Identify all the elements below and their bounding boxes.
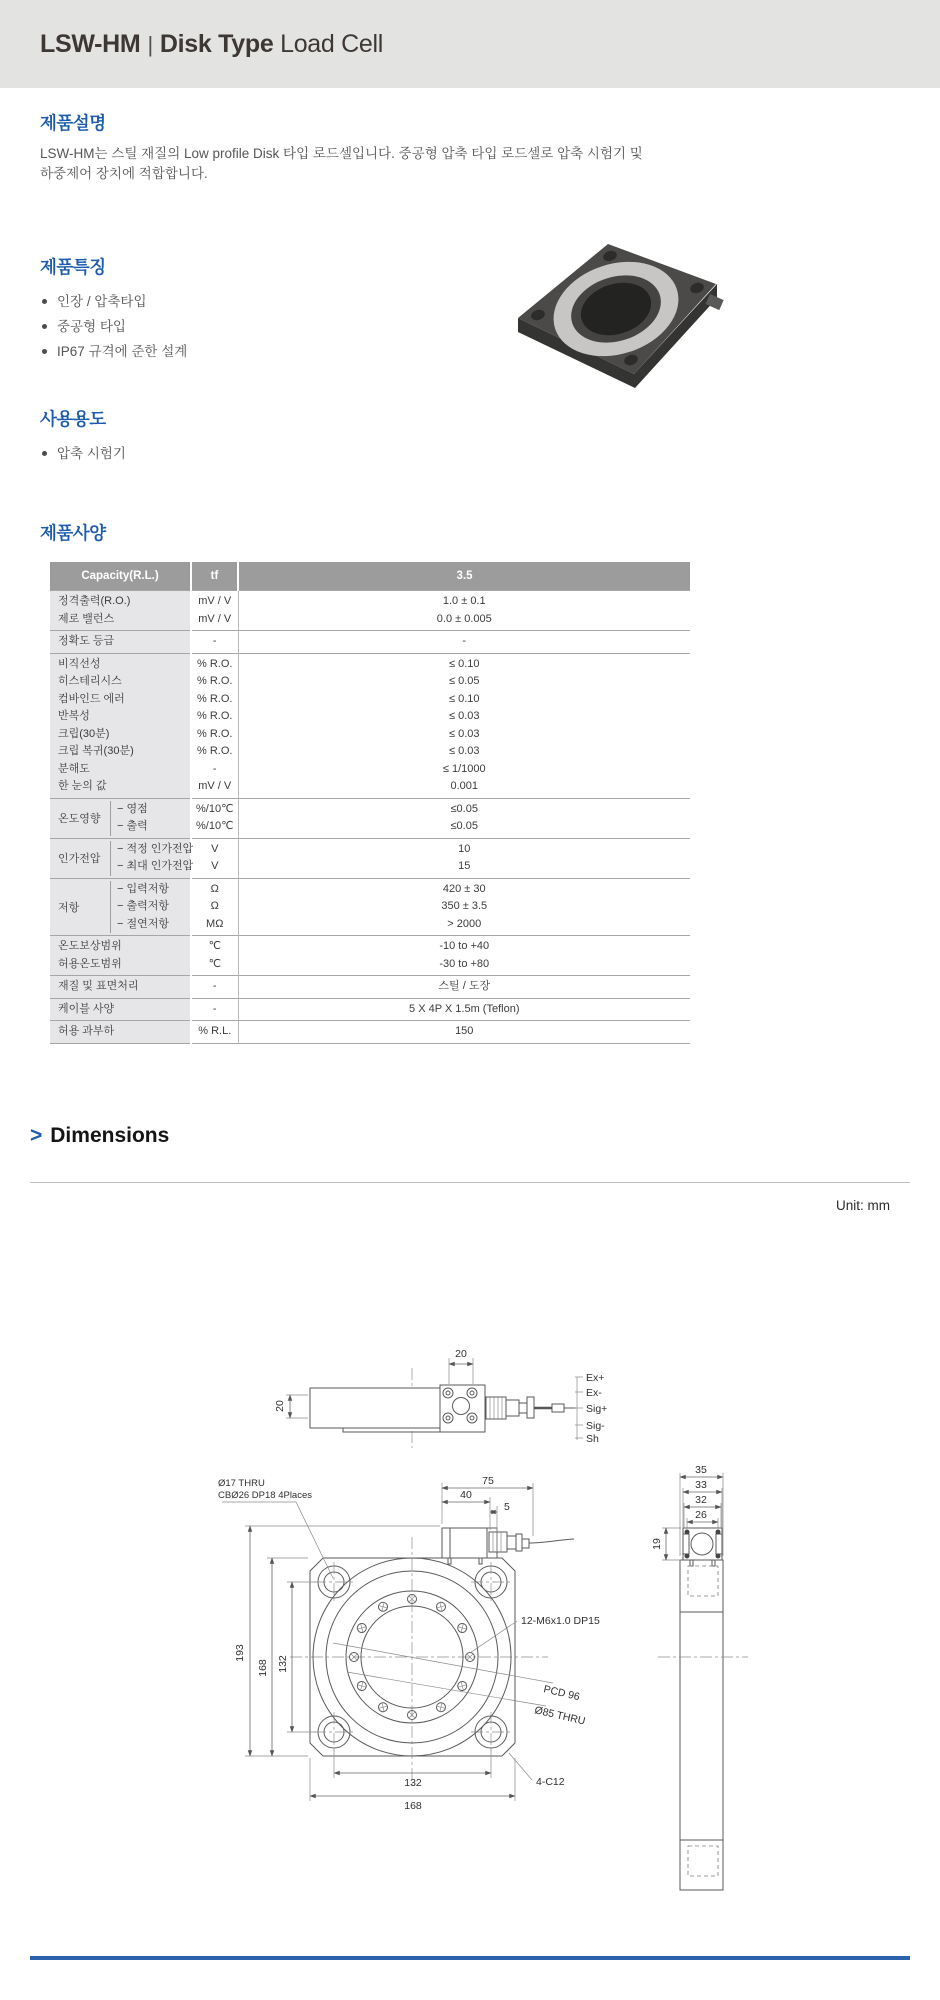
dim-front-168-left: 168: [257, 1659, 269, 1677]
spec-unit: V: [211, 860, 219, 872]
spec-label: 크립(30분): [58, 727, 110, 740]
usage-item-label: 압축 시험기: [57, 446, 126, 461]
spec-unit: -: [212, 1002, 217, 1015]
spec-unit: V: [211, 842, 219, 855]
dim-front-132-left: 132: [277, 1655, 289, 1673]
type-name: Disk Type: [159, 29, 274, 58]
spec-label: 분해도: [58, 762, 90, 775]
spec-value: 15: [458, 860, 471, 872]
spec-value: ≤ 0.03: [448, 745, 480, 757]
spec-unit: % R.O.: [197, 675, 233, 687]
bullet-icon: [42, 349, 47, 354]
spec-unit: mV / V: [198, 780, 232, 792]
section-title-description: 제품설명: [40, 113, 106, 133]
section-usage: [40, 406, 126, 466]
spec-value: -: [462, 635, 467, 647]
model-name: LSW-HM: [40, 29, 141, 58]
spec-unit: %/10℃: [196, 802, 234, 815]
spec-label-cell: [50, 976, 191, 999]
wire-label-shield: Sh: [586, 1433, 599, 1445]
spec-unit-cell: [191, 631, 238, 654]
dim-front-40: 40: [460, 1489, 472, 1501]
section-title-spec: 제품사양: [40, 523, 106, 543]
spec-unit: -: [212, 980, 217, 992]
dim-side-left-20: 20: [274, 1400, 286, 1412]
spec-label: 반복성: [58, 710, 90, 722]
spec-unit: ℃: [208, 957, 221, 970]
dim-front-193: 193: [234, 1644, 246, 1662]
dim-right-32: 32: [695, 1494, 707, 1506]
bullet-icon: [42, 324, 47, 329]
spec-unit: Ω: [210, 882, 219, 895]
spec-header-unit: tf: [191, 562, 238, 591]
feature-item: [40, 289, 187, 314]
section-title-usage: 사용용도: [40, 409, 106, 429]
spec-value-cell: [238, 998, 690, 1021]
spec-unit: mV / V: [198, 612, 232, 625]
spec-value-cell: [238, 838, 690, 878]
dim-front-75: 75: [482, 1475, 494, 1487]
note-bore: Ø85 THRU: [533, 1704, 587, 1728]
front-connector: [442, 1528, 574, 1564]
spec-label: 크립 복귀(30분): [58, 745, 134, 757]
spec-label: 허용 과부하: [58, 1025, 115, 1037]
spec-unit: -: [212, 635, 217, 647]
spec-label: 재질 및 표면처리: [58, 980, 139, 992]
spec-unit: % R.O.: [197, 657, 233, 670]
spec-unit: % R.O.: [197, 692, 233, 705]
note-pcd: PCD 96: [542, 1683, 581, 1704]
spec-unit: % R.L.: [198, 1025, 232, 1037]
spec-label: 케이블 사양: [58, 1002, 115, 1015]
spec-group-name: 인가전압: [58, 853, 101, 865]
spec-value: ≤0.05: [450, 802, 478, 815]
spec-unit-cell: [191, 936, 238, 976]
spec-unit: %/10℃: [196, 820, 234, 832]
dim-front-5: 5: [504, 1501, 510, 1513]
spec-unit: mV / V: [198, 595, 232, 607]
page-title: [40, 30, 383, 59]
spec-label: − 적정 인가전압: [117, 842, 194, 855]
spec-value: 420 ± 30: [442, 882, 486, 895]
spec-value: 5 X 4P X 1.5m (Teflon): [409, 1002, 520, 1015]
spec-unit: % R.O.: [197, 745, 233, 757]
spec-row: [50, 998, 690, 1021]
spec-value: ≤ 0.03: [448, 710, 480, 722]
spec-unit-cell: [191, 591, 238, 631]
spec-value: 350 ± 3.5: [441, 900, 488, 912]
spec-label: − 절연저항: [117, 917, 169, 930]
spec-label-cell: [50, 1021, 191, 1044]
spec-unit-cell: [191, 878, 238, 936]
spec-unit: MΩ: [206, 917, 224, 930]
wire-label-sig-plus: Sig+: [586, 1403, 608, 1415]
spec-value: ≤0.05: [450, 820, 478, 832]
side-view-drawing: [274, 1348, 607, 1448]
spec-group-name: 온도영향: [58, 813, 101, 825]
usage-list: [40, 441, 126, 466]
dim-front-168-bottom: 168: [404, 1800, 422, 1812]
right-side-view-drawing: [651, 1464, 748, 1890]
spec-row: [50, 936, 690, 976]
spec-row: [50, 631, 690, 654]
dimensions-title: Dimensions: [50, 1124, 170, 1147]
spec-value: 0.001: [450, 780, 479, 792]
note-hole-line2: CBØ26 DP18 4Places: [218, 1490, 312, 1501]
spec-unit: % R.O.: [197, 727, 233, 740]
note-chamfer: 4-C12: [536, 1776, 565, 1788]
dimensions-heading: [30, 1124, 169, 1148]
spec-row: [50, 976, 690, 999]
spec-unit: % R.O.: [197, 710, 233, 722]
bullet-icon: [42, 451, 47, 456]
dim-right-35: 35: [695, 1464, 707, 1476]
description-line: LSW-HM는 스틸 재질의 Low profile Disk 타입 로드셀입니다. 중공형 압축 타입 로드셀로 압축 시험기 및: [40, 146, 643, 161]
spec-label-cell: [50, 878, 191, 936]
features-list: [40, 289, 187, 364]
section-title-features: 제품특징: [40, 257, 106, 277]
spec-header-value: 3.5: [238, 562, 690, 591]
spec-label: 한 눈의 값: [58, 780, 107, 792]
feature-item-label: IP67 규격에 준한 설계: [57, 344, 188, 359]
note-hole-line1: Ø17 THRU: [218, 1478, 265, 1489]
feature-item-label: 인장 / 압축타입: [57, 294, 147, 309]
spec-value-cell: [238, 631, 690, 654]
spec-unit-cell: [191, 998, 238, 1021]
spec-label: − 출력: [117, 820, 148, 832]
spec-row: [50, 838, 690, 878]
dimensions-divider: [30, 1182, 910, 1183]
bullet-icon: [42, 299, 47, 304]
spec-label: 정확도 등급: [58, 635, 115, 647]
spec-label-cell: [50, 631, 191, 654]
spec-row: [50, 591, 690, 631]
spec-label: − 출력저항: [117, 900, 169, 912]
spec-value-cell: [238, 878, 690, 936]
spec-row: [50, 798, 690, 838]
spec-label: 컴바인드 에러: [58, 692, 125, 705]
spec-value: ≤ 0.03: [448, 727, 480, 740]
spec-label: 제로 밸런스: [58, 612, 115, 625]
front-view-drawing: [218, 1475, 600, 1812]
spec-label-cell: [50, 653, 191, 798]
spec-label: 정격출력(R.O.): [58, 595, 131, 607]
spec-value-cell: [238, 591, 690, 631]
spec-label: 허용온도범위: [58, 957, 122, 970]
dimensions-drawing: [0, 1240, 940, 1960]
spec-unit-cell: [191, 1021, 238, 1044]
spec-value: ≤ 1/1000: [442, 762, 486, 775]
spec-label: 온도보상범위: [58, 940, 122, 952]
spec-header-row: [50, 562, 690, 591]
section-features: [40, 254, 187, 364]
spec-row: [50, 653, 690, 798]
feature-item: [40, 339, 187, 364]
dimensions-marker: >: [30, 1124, 43, 1147]
spec-value: 0.0 ± 0.005: [436, 612, 492, 625]
spec-value: 스틸 / 도장: [438, 980, 491, 992]
spec-value: 10: [458, 842, 471, 855]
footer-bar: [30, 1956, 910, 1960]
spec-header-capacity: Capacity(R.L.): [50, 562, 191, 591]
spec-value-cell: [238, 798, 690, 838]
spec-label: − 영점: [117, 802, 148, 815]
page-header: [0, 0, 940, 88]
spec-value: ≤ 0.10: [448, 692, 480, 705]
wire-label-ex-minus: Ex-: [586, 1387, 602, 1399]
spec-value: -10 to +40: [439, 940, 490, 952]
usage-item: [40, 441, 126, 466]
spec-row: [50, 1021, 690, 1044]
spec-unit: -: [212, 762, 217, 775]
spec-label-cell: [50, 591, 191, 631]
dim-right-19: 19: [651, 1538, 663, 1550]
spec-unit-cell: [191, 838, 238, 878]
unit-label: Unit: mm: [836, 1198, 890, 1213]
dim-right-26: 26: [695, 1509, 707, 1521]
spec-value: ≤ 0.05: [448, 675, 480, 687]
title-separator: |: [147, 31, 153, 57]
spec-value: ≤ 0.10: [448, 657, 480, 670]
section-description: [40, 110, 660, 184]
spec-value: 1.0 ± 0.1: [442, 595, 486, 607]
spec-value: -30 to +80: [439, 957, 490, 970]
spec-value: > 2000: [447, 917, 482, 930]
spec-label: 히스테리시스: [58, 675, 122, 687]
spec-value-cell: [238, 976, 690, 999]
spec-value: 150: [455, 1025, 474, 1037]
dim-right-33: 33: [695, 1479, 707, 1491]
spec-label: 비직선성: [58, 657, 101, 670]
dim-side-top-20: 20: [455, 1348, 467, 1360]
feature-item-label: 중공형 타입: [57, 319, 126, 334]
spec-label-cell: [50, 936, 191, 976]
product-photo: [488, 222, 728, 392]
spec-value-cell: [238, 653, 690, 798]
spec-label-cell: [50, 998, 191, 1021]
wire-label-sig-minus: Sig-: [586, 1420, 605, 1432]
spec-row: [50, 878, 690, 936]
product-name: Load Cell: [280, 29, 384, 58]
spec-group-name: 저항: [58, 901, 80, 914]
spec-label-cell: [50, 838, 194, 878]
spec-unit-cell: [191, 653, 238, 798]
note-tap: 12-M6x1.0 DP15: [521, 1615, 600, 1627]
spec-unit: ℃: [208, 940, 221, 952]
dim-front-132-bottom: 132: [404, 1777, 422, 1789]
spec-label: − 최대 인가전압: [117, 860, 194, 872]
description-line: 하중제어 장치에 적합합니다.: [40, 166, 208, 181]
spec-unit-cell: [191, 798, 238, 838]
spec-value-cell: [238, 936, 690, 976]
spec-unit: Ω: [210, 900, 219, 912]
spec-label-cell: [50, 798, 191, 838]
spec-label: − 입력저항: [117, 882, 169, 895]
spec-value-cell: [238, 1021, 690, 1044]
spec-unit-cell: [191, 976, 238, 999]
spec-table: [50, 562, 690, 1044]
wire-label-ex-plus: Ex+: [586, 1372, 605, 1384]
feature-item: [40, 314, 187, 339]
